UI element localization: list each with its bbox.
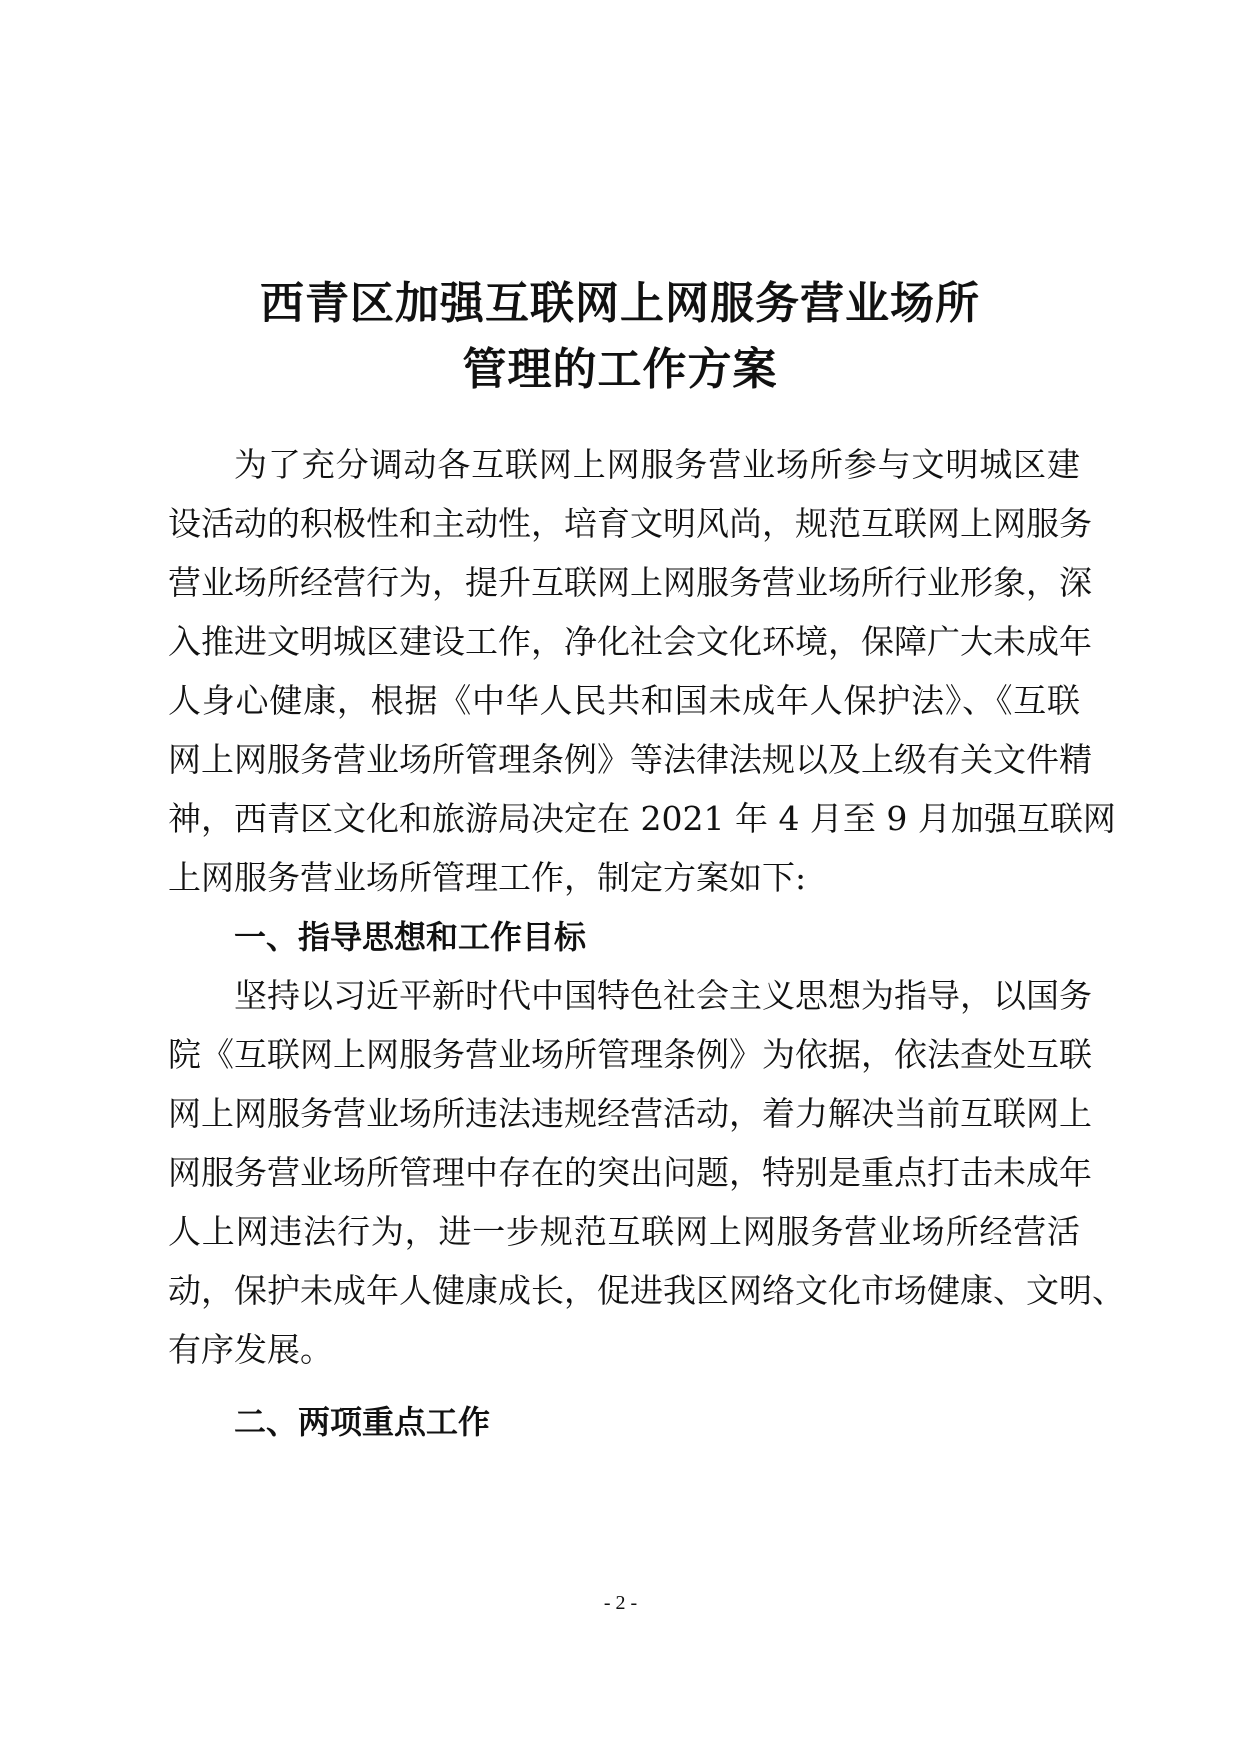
section-1-line-3: 网上网服务营业场所违法违规经营活动，着力解决当前互联网上 (168, 1094, 1092, 1133)
section-1-line-5: 人上网违法行为，进一步规范互联网上网服务营业场所经营活 (168, 1212, 1080, 1251)
section-1-line-4: 网服务营业场所管理中存在的突出问题，特别是重点打击未成年 (168, 1153, 1092, 1192)
document-title-line-2: 管理的工作方案 (462, 344, 778, 395)
section-1-line-1: 坚持以习近平新时代中国特色社会主义思想为指导，以国务 (234, 976, 1092, 1015)
section-2-heading: 二、两项重点工作 (234, 1403, 491, 1441)
intro-line-2: 设活动的积极性和主动性，培育文明风尚，规范互联网上网服务 (168, 504, 1092, 543)
intro-line-4: 入推进文明城区建设工作，净化社会文化环境，保障广大未成年 (168, 622, 1092, 661)
section-1-heading: 一、指导思想和工作目标 (234, 918, 587, 956)
intro-line-7: 神，西青区文化和旅游局决定在 2021 年 4 月至 9 月加强互联网 (168, 799, 1116, 838)
document-title-line-1: 西青区加强互联网上网服务营业场所 (260, 278, 980, 329)
intro-line-3: 营业场所经营行为，提升互联网上网服务营业场所行业形象，深 (168, 563, 1092, 602)
section-1-line-7: 有序发展。 (168, 1330, 333, 1369)
section-1-line-2: 院《互联网上网服务营业场所管理条例》为依据，依法查处互联 (168, 1035, 1092, 1074)
intro-line-6: 网上网服务营业场所管理条例》等法律法规以及上级有关文件精 (168, 740, 1092, 779)
section-1-line-6: 动，保护未成年人健康成长，促进我区网络文化市场健康、文明、 (168, 1271, 1125, 1310)
intro-line-8: 上网服务营业场所管理工作，制定方案如下: (168, 858, 807, 897)
intro-line-5: 人身心健康，根据《中华人民共和国未成年人保护法》、《互联 (168, 681, 1080, 720)
page-number: - 2 - (603, 1592, 638, 1614)
intro-line-1: 为了充分调动各互联网上网服务营业场所参与文明城区建 (234, 445, 1080, 484)
